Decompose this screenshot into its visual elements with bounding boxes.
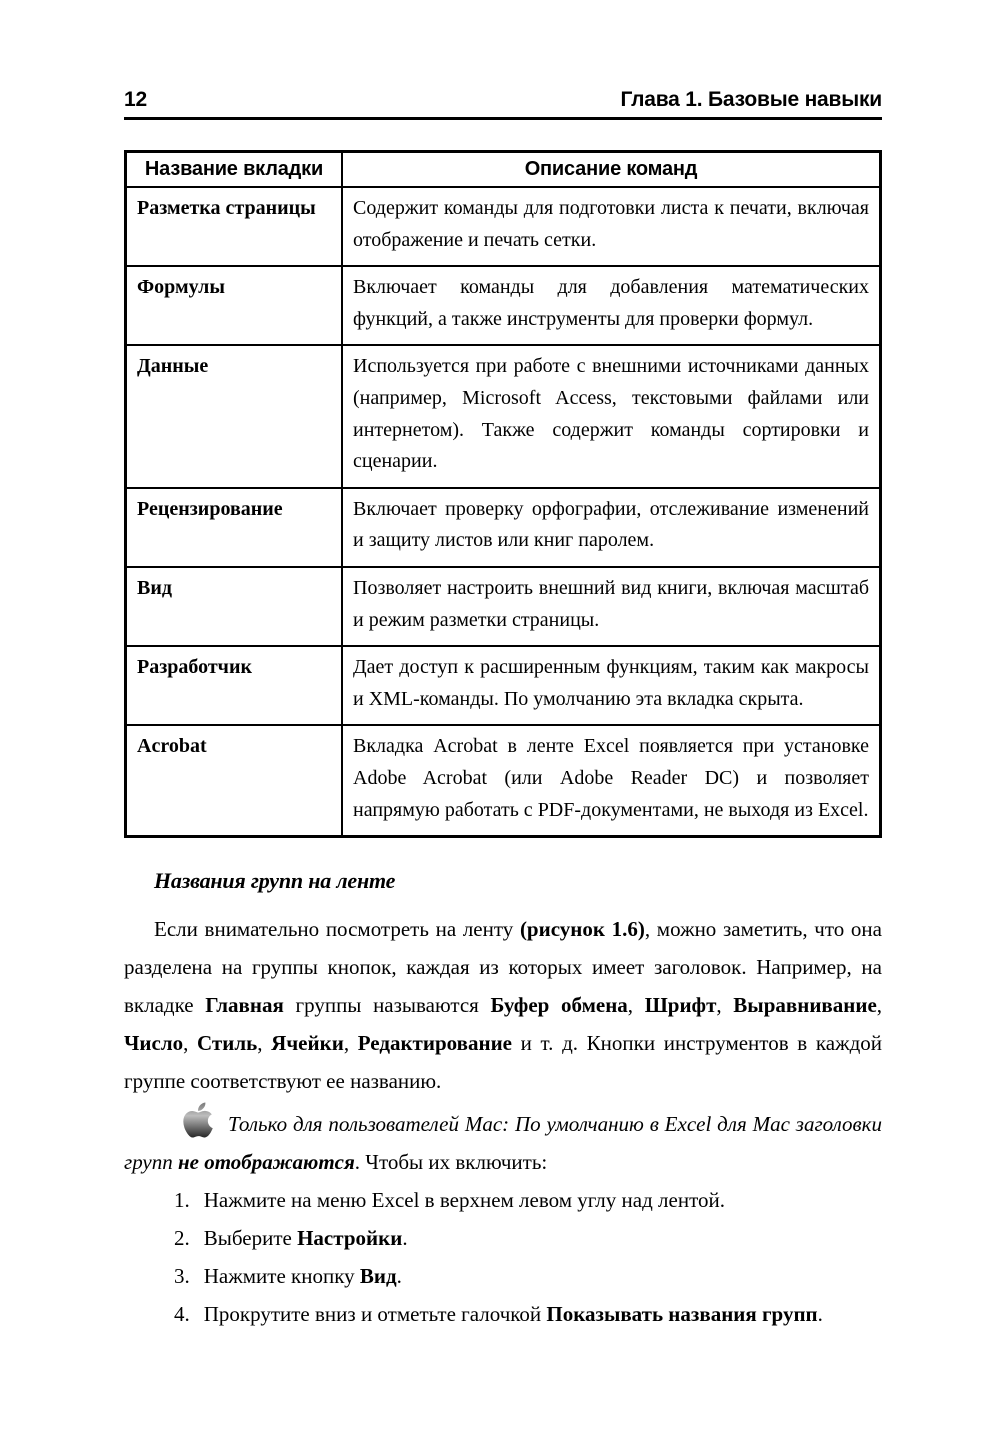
table-row [126,725,881,836]
tab-desc-cell: Вкладка Acrobat в ленте Excel появляется при установке Adobe Acrobat (или Adobe Reader DC) и позволяет напрямую работать с PDF-документами, не выходя из Excel. [342,725,881,836]
tab-desc-cell: Используется при работе с внешними источниками данных (например, Microsoft Access, текстовыми файлами или интернетом). Также содержит команды сортировки и сценарии. [342,345,881,487]
apple-icon [152,1100,216,1143]
list-item-3 [124,1257,882,1295]
list-item-2 [124,1219,882,1257]
tab-name-cell: Разработчик [126,646,343,725]
table-row [126,345,881,487]
chapter-title: Глава 1. Базовые навыки [620,88,882,111]
col-header-tab-name: Название вкладки [126,152,343,188]
table-row [126,266,881,345]
section-heading: Названия групп на ленте [154,868,396,894]
page-header [124,88,882,120]
step-number: 3. [174,1264,190,1289]
step-text: Выберите Настройки. [203,1226,408,1251]
step-text: Нажмите кнопку Вид. [203,1264,402,1289]
table-row [126,567,881,646]
tab-desc-cell: Содержит команды для подготовки листа к печати, включая отображение и печать сетки. [342,187,881,266]
tab-name-cell: Вид [126,567,343,646]
table-row [126,646,881,725]
list-item-4 [124,1295,882,1333]
tab-desc-cell: Дает доступ к расширенным функциям, таким как макросы и XML-команды. По умолчанию эта вкладка скрыта. [342,646,881,725]
tab-desc-cell: Включает проверку орфографии, отслеживание изменений и защиту листов или книг паролем. [342,488,881,567]
step-number: 4. [174,1302,190,1327]
step-text: Нажмите на меню Excel в верхнем левом углу над лентой. [203,1188,725,1213]
step-number: 2. [174,1226,190,1251]
tab-desc-cell: Включает команды для добавления математических функций, а также инструменты для проверки формул. [342,266,881,345]
mac-note-paragraph [124,1100,882,1181]
step-number: 1. [174,1188,190,1213]
tab-name-cell: Данные [126,345,343,487]
intro-paragraph: Если внимательно посмотреть на ленту (рисунок 1.6), можно заметить, что она разделена на группы кнопок, каждая из которых имеет заголовок. Например, на вкладке Главная группы называются Буфер обмена, Шрифт, Выравнивание, Число, Стиль, Ячейки, Редактирование и т. д. Кнопки инструментов в каждой группе соответствуют ее названию. [124,917,883,1094]
table-row [126,187,881,266]
page-number: 12 [124,88,147,111]
tab-name-cell: Разметка страницы [126,187,343,266]
tab-name-cell: Рецензирование [126,488,343,567]
table-body [126,187,881,837]
list-item-1 [124,1181,882,1219]
ribbon-tabs-table [124,150,882,838]
step-text: Прокрутите вниз и отметьте галочкой Показывать названия групп. [203,1302,823,1327]
tab-name-cell: Acrobat [126,725,343,836]
mac-note-text: Только для пользователей Mac: По умолчанию в Excel для Mac заголовки групп не отображаются. Чтобы их включить: [124,1112,882,1175]
tab-name-cell: Формулы [126,266,343,345]
table-head [126,152,881,188]
col-header-description: Описание команд [342,152,881,188]
table-row [126,488,881,567]
table-header-row [126,152,881,188]
tab-desc-cell: Позволяет настроить внешний вид книги, включая масштаб и режим разметки страницы. [342,567,881,646]
